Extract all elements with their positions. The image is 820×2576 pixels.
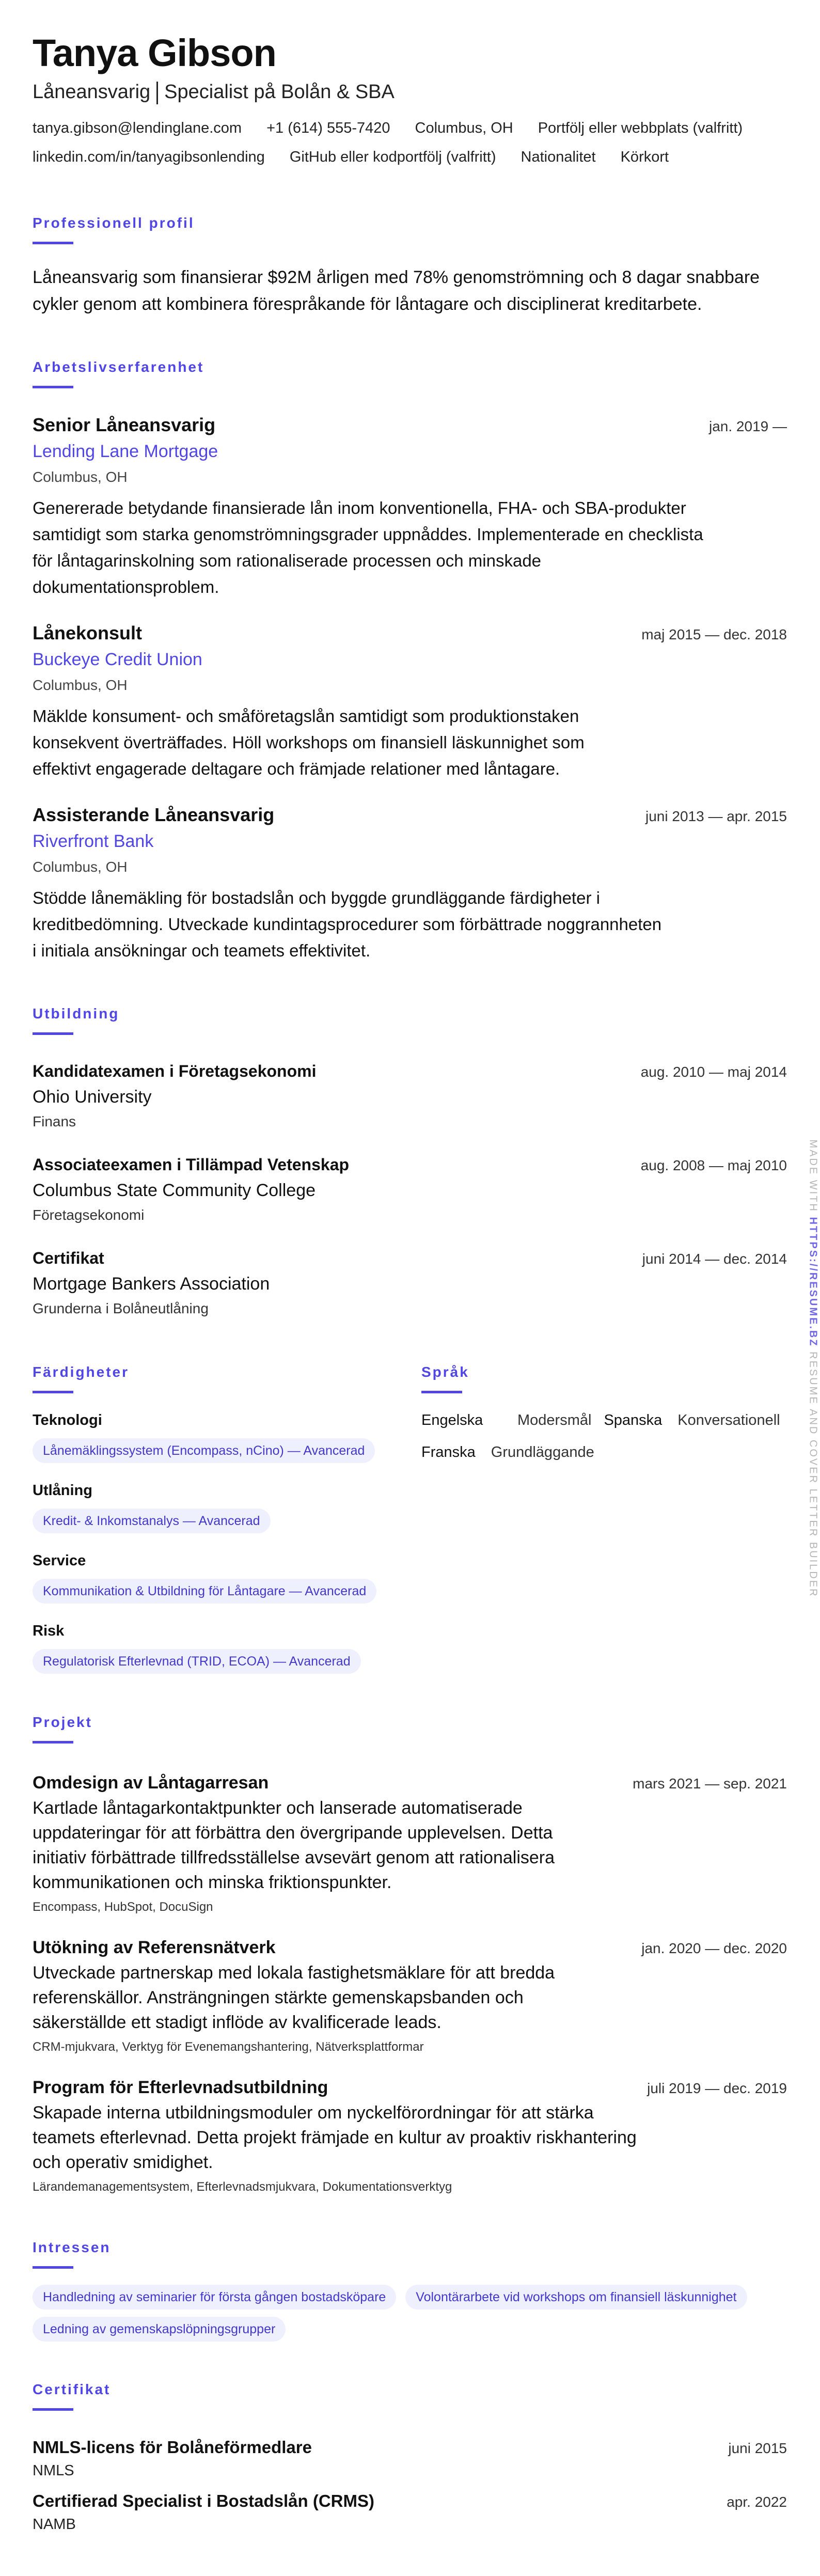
job-description: Stödde lånemäkling för bostadslån och byggde grundläggande färdigheter i kreditbedömning. Utveckade kundintagsprocedurer som förbättrade noggrannheten i initiala ansökningar och teamets effektivitet. (33, 888, 662, 960)
job-item (33, 412, 787, 600)
project-description: Utveckade partnerskap med lokala fastighetsmäklare för att bredda referenskällor. Ansträngningen stärkte gemenskapsbanden och säkerställde ett stadigt inflöde av kvalificerade leads. (33, 1963, 555, 2032)
certification-date: apr. 2022 (727, 2494, 787, 2510)
project-title: Program för Efterlevnadsutbildning (33, 2078, 328, 2097)
education-field: Grunderna i Bolåneutlåning (33, 1300, 209, 1316)
job-item (33, 620, 787, 782)
education-degree: Certifikat (33, 1249, 104, 1267)
section-heading: Utbildning (33, 1006, 120, 1022)
interests-section (33, 2239, 787, 2342)
education-list (33, 1058, 787, 1321)
language-item (421, 1442, 594, 1463)
language-level: Grundläggande (491, 1444, 594, 1460)
contact-linkedin[interactable]: linkedin.com/in/tanyagibsonlending (33, 149, 265, 165)
contact-location: Columbus, OH (415, 120, 513, 136)
section-underline (33, 1032, 73, 1035)
project-title: Omdesign av Låntagarresan (33, 1773, 269, 1793)
languages-column (421, 1363, 787, 1691)
contact-github[interactable]: GitHub eller kodportfölj (valfritt) (289, 149, 496, 165)
project-date: jan. 2020 — dec. 2020 (641, 1940, 787, 1956)
section-heading: Certifikat (33, 2381, 111, 2397)
project-item (33, 1935, 787, 2059)
skill-group (33, 1621, 421, 1691)
certification-issuer: NMLS (33, 2462, 74, 2479)
education-school: Ohio University (33, 1087, 152, 1107)
title-divider (156, 82, 158, 104)
interest-chip: Ledning av gemenskapslöpningsgrupper (33, 2317, 286, 2342)
skill-chip: Lånemäklingssystem (Encompass, nCino) — Avancerad (33, 1438, 375, 1463)
skill-group (33, 1480, 421, 1550)
job-title: Assisterande Låneansvarig (33, 804, 275, 825)
language-item (604, 1410, 780, 1431)
section-underline (421, 1391, 462, 1393)
job-item (33, 802, 787, 964)
skills-languages-section (33, 1363, 787, 1691)
certification-title: NMLS-licens för Bolåneförmedlare (33, 2438, 312, 2457)
skill-chip: Kredit- & Inkomstanalys — Avancerad (33, 1509, 271, 1533)
education-field: Finans (33, 1113, 76, 1129)
skills-column (33, 1363, 421, 1691)
interest-chip: Volontärarbete vid workshops om finansiell läskunnighet (405, 2285, 747, 2310)
project-tools: CRM-mjukvara, Verktyg för Evenemangshantering, Nätverksplattformar (33, 2040, 424, 2054)
certification-item (33, 2435, 787, 2481)
language-level: Modersmål (517, 1412, 592, 1428)
project-date: mars 2021 — sep. 2021 (633, 1776, 787, 1792)
section-heading: Projekt (33, 1714, 92, 1730)
section-underline (33, 242, 73, 244)
project-date: juli 2019 — dec. 2019 (647, 2080, 787, 2096)
section-underline (33, 2266, 73, 2269)
job-company: Riverfront Bank (33, 831, 154, 851)
project-item (33, 1770, 787, 1919)
section-underline (33, 386, 73, 388)
language-item (421, 1410, 591, 1431)
job-date: maj 2015 — dec. 2018 (641, 626, 787, 642)
job-location: Columbus, OH (33, 677, 128, 693)
candidate-title (33, 79, 787, 105)
section-heading: Färdigheter (33, 1364, 130, 1380)
language-name: Franska (421, 1444, 476, 1460)
job-company: Lending Lane Mortgage (33, 442, 218, 461)
certification-issuer: NAMB (33, 2516, 76, 2533)
skill-category: Service (33, 1552, 86, 1569)
education-degree: Associateexamen i Tillämpad Vetenskap (33, 1155, 350, 1174)
contact-portfolio[interactable]: Portfölj eller webbplats (valfritt) (538, 120, 743, 136)
job-company: Buckeye Credit Union (33, 650, 202, 669)
candidate-name: Tanya Gibson (33, 32, 276, 74)
skill-group (33, 1410, 421, 1480)
skill-category: Utlåning (33, 1482, 92, 1499)
education-school: Mortgage Bankers Association (33, 1274, 270, 1294)
job-date: juni 2013 — apr. 2015 (645, 808, 787, 824)
skill-category: Risk (33, 1623, 65, 1639)
contact-license: Körkort (620, 149, 669, 165)
section-underline (33, 2408, 73, 2411)
profile-text: Låneansvarig som finansierar $92M årligen med 78% genomströmning och 8 dagar snabbare cykler genom att kombinera förespråkande för låntagare och disciplinerat kreditarbete. (33, 268, 760, 314)
certification-list (33, 2435, 787, 2535)
job-location: Columbus, OH (33, 469, 128, 485)
certifications-section (33, 2381, 787, 2542)
education-date: juni 2014 — dec. 2014 (642, 1251, 787, 1267)
education-school: Columbus State Community College (33, 1181, 316, 1200)
contact-list (33, 118, 787, 167)
job-date: jan. 2019 — (709, 418, 787, 434)
certification-date: juni 2015 (728, 2440, 787, 2456)
education-date: aug. 2010 — maj 2014 (640, 1064, 787, 1080)
language-name: Spanska (604, 1412, 663, 1428)
job-title: Lånekonsult (33, 622, 143, 643)
section-heading: Professionell profil (33, 215, 195, 231)
education-section (33, 1005, 787, 1339)
resume-header (33, 33, 787, 167)
education-degree: Kandidatexamen i Företagsekonomi (33, 1062, 317, 1080)
contact-email[interactable]: tanya.gibson@lendinglane.com (33, 120, 242, 136)
certification-item (33, 2489, 787, 2535)
section-heading: Arbetslivserfarenhet (33, 359, 204, 375)
interest-list (33, 2285, 787, 2342)
skill-chip: Regulatorisk Efterlevnad (TRID, ECOA) — Avancerad (33, 1649, 361, 1674)
contact-nationality: Nationalitet (521, 149, 596, 165)
projects-section (33, 1714, 787, 2215)
profile-section (33, 214, 787, 318)
skill-groups (33, 1410, 421, 1691)
language-list (421, 1410, 787, 1463)
education-item (33, 1058, 787, 1134)
contact-phone[interactable]: +1 (614) 555-7420 (266, 120, 390, 136)
education-item (33, 1152, 787, 1227)
project-description: Kartlade låntagarkontaktpunkter och lanserade automatiserade uppdateringar för att förbättra den övergripande upplevelsen. Detta initiativ förbättrade tillfredsställelse avsevärt genom att rationalisera kommunikationen och minska friktionspunkter. (33, 1798, 555, 1892)
education-date: aug. 2008 — maj 2010 (640, 1157, 787, 1173)
experience-section (33, 358, 787, 984)
project-tools: Encompass, HubSpot, DocuSign (33, 1900, 213, 1914)
job-title: Senior Låneansvarig (33, 414, 216, 435)
language-name: Engelska (421, 1412, 483, 1428)
interest-chip: Handledning av seminarier för första gången bostadsköpare (33, 2285, 396, 2310)
project-description: Skapade interna utbildningsmoduler om nyckelförordningar för att stärka teamets efterlevnad. Detta projekt främjade en kultur av proaktiv riskhantering och operativ smidighet. (33, 2103, 637, 2172)
section-underline (33, 1741, 73, 1743)
job-description: Genererade betydande finansierade lån inom konventionella, FHA- och SBA-produkter samtidigt som starka genomströmningsgrader uppnåddes. Implementerade en checklista för låntagarinskolning som rationaliserade processen och minskade dokumentationsproblem. (33, 498, 703, 596)
certification-title: Certifierad Specialist i Bostadslån (CRMS) (33, 2491, 374, 2510)
project-item (33, 2075, 787, 2199)
title-specialty: Specialist på Bolån & SBA (164, 81, 395, 103)
education-item (33, 1245, 787, 1321)
watermark-link[interactable]: HTTPS://RESUME.BZ (807, 1217, 819, 1347)
job-list (33, 412, 787, 964)
skill-category: Teknologi (33, 1412, 102, 1428)
section-heading: Intressen (33, 2239, 111, 2255)
skill-chip: Kommunikation & Utbildning för Låntagare — Avancerad (33, 1579, 376, 1604)
project-title: Utökning av Referensnätverk (33, 1938, 276, 1957)
watermark-suffix: RESUME AND COVER LETTER BUILDER (807, 1352, 819, 1598)
language-level: Konversationell (677, 1412, 780, 1428)
job-description: Mäklde konsument- och småföretagslån samtidigt som produktionstaken konsekvent överträffades. Höll workshops om finansiell läskunnighet som effektivt engagerade deltagare och främjade relationer med låntagare. (33, 706, 585, 778)
project-list (33, 1770, 787, 2199)
skill-group (33, 1550, 421, 1621)
section-underline (33, 1391, 73, 1393)
education-field: Företagsekonomi (33, 1207, 145, 1223)
project-tools: Lärandemanagementsystem, Efterlevnadsmjukvara, Dokumentationsverktyg (33, 2180, 452, 2194)
watermark-prefix: MADE WITH (807, 1139, 819, 1213)
section-heading: Språk (421, 1364, 469, 1380)
job-location: Columbus, OH (33, 859, 128, 875)
builder-watermark (807, 1139, 819, 1597)
title-role: Låneansvarig (33, 81, 151, 103)
